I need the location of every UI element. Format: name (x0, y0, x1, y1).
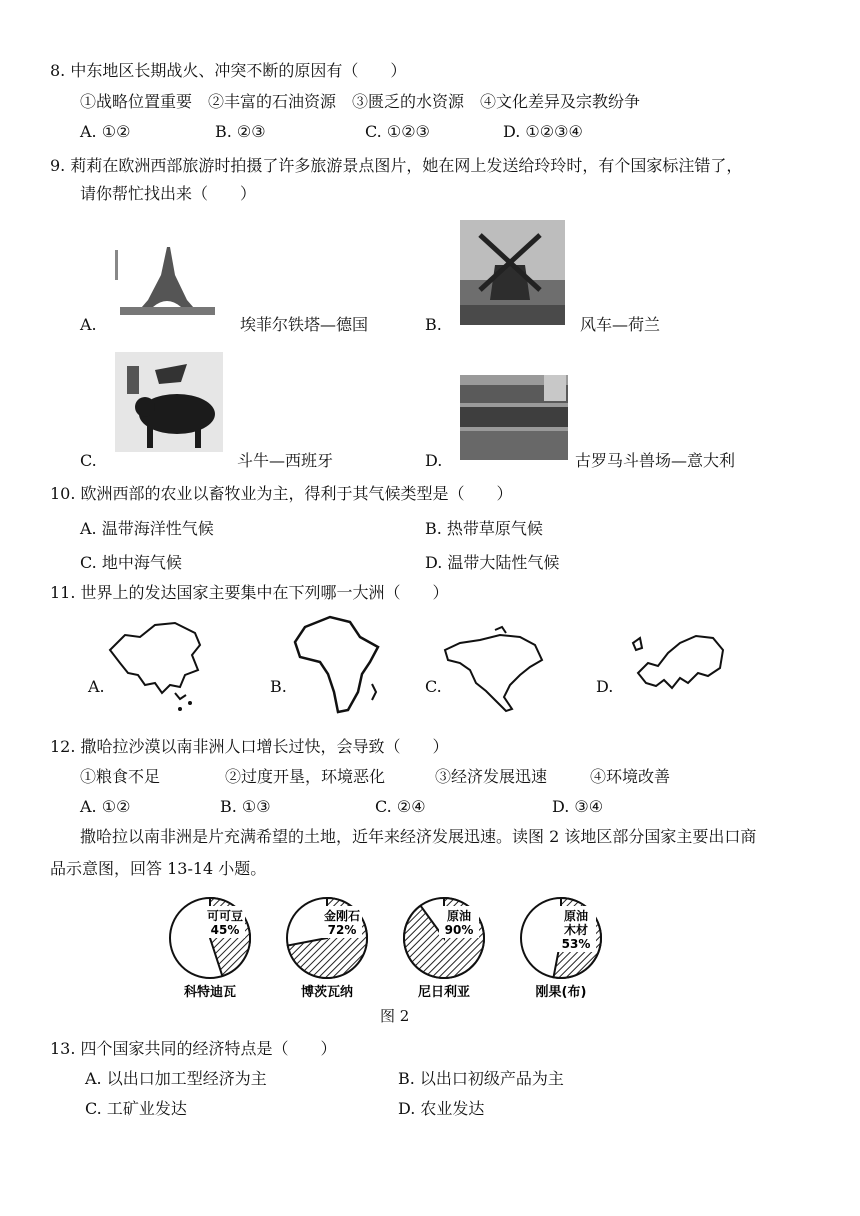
q10-option-a: A. 温带海洋性气候 (80, 519, 214, 538)
bullfight-photo (115, 352, 223, 452)
pie-product-label-1: 可可豆 (206, 909, 244, 923)
q12-stem: 12. 撒哈拉沙漠以南非洲人口增长过快，会导致（ ） (50, 737, 449, 756)
q10-option-b: B. 热带草原气候 (425, 519, 543, 538)
africa-map-icon (290, 612, 385, 717)
north-america-map-icon (440, 625, 550, 715)
q13-option-c: C. 工矿业发达 (85, 1099, 187, 1118)
q9-stem-line2: 请你帮忙找出来（ ） (80, 184, 257, 203)
pie-country-label-4: 刚果(布) (535, 985, 587, 1000)
q8-option-d: D. ①②③④ (503, 122, 583, 141)
eiffel-tower-photo (115, 245, 220, 315)
q13-option-b: B. 以出口初级产品为主 (398, 1069, 564, 1088)
q9-option-b-letter: B. (425, 315, 442, 334)
pie-percent-label-1: 45% (210, 923, 240, 937)
q9-option-c-caption: 斗牛—西班牙 (237, 451, 334, 470)
q12-item-3: ③经济发展迅速 (435, 767, 548, 786)
q12-item-4: ④环境改善 (590, 767, 671, 786)
q9-option-b-caption: 风车—荷兰 (580, 315, 661, 334)
q13-option-a: A. 以出口加工型经济为主 (85, 1069, 267, 1088)
pie-product-label-4: 原油 (563, 909, 589, 923)
q9-option-a-caption: 埃菲尔铁塔—德国 (240, 315, 369, 334)
q12-item-2: ②过度开垦，环境恶化 (225, 767, 386, 786)
passage-line-1: 撒哈拉以南非洲是片充满希望的土地，近年来经济发展迅速。读图 2 该地区部分国家主要出口商 (80, 827, 757, 846)
pie-product-label-4: 木材 (563, 923, 589, 937)
colosseum-photo (460, 375, 568, 460)
q9-option-d-caption: 古罗马斗兽场—意大利 (575, 451, 736, 470)
q11-option-b: B. (270, 677, 287, 696)
export-pie-figure (160, 888, 620, 1008)
q9-option-d-letter: D. (425, 451, 443, 470)
pie-country-label-3: 尼日利亚 (417, 985, 471, 1000)
q9-stem-line1: 9. 莉莉在欧洲西部旅游时拍摄了许多旅游景点图片，她在网上发送给玲玲时，有个国家标注错了， (50, 156, 743, 175)
q11-option-d: D. (596, 677, 614, 696)
pie-product-label-2: 金刚石 (323, 909, 361, 923)
q13-stem: 13. 四个国家共同的经济特点是（ ） (50, 1039, 337, 1058)
q8-option-a: A. ①② (80, 122, 131, 141)
windmill-photo (460, 220, 565, 325)
q12-option-d: D. ③④ (552, 797, 604, 816)
europe-map-icon (628, 628, 728, 698)
pie-percent-label-4: 53% (561, 937, 591, 951)
q12-option-c: C. ②④ (375, 797, 426, 816)
q12-item-1: ①粮食不足 (80, 767, 161, 786)
q8-stem: 8. 中东地区长期战火、冲突不断的原因有（ ） (50, 61, 407, 80)
q11-stem: 11. 世界上的发达国家主要集中在下列哪一大洲（ ） (50, 583, 449, 602)
pie-percent-label-3: 90% (444, 923, 474, 937)
q9-option-a-letter: A. (80, 315, 97, 334)
q8-option-b: B. ②③ (215, 122, 266, 141)
figure-caption: 图 2 (380, 1007, 410, 1025)
q8-items: ①战略位置重要 ②丰富的石油资源 ③匮乏的水资源 ④文化差异及宗教纷争 (80, 92, 641, 111)
pie-product-label-3: 原油 (446, 909, 472, 923)
q9-option-c-letter: C. (80, 451, 97, 470)
q8-option-c: C. ①②③ (365, 122, 430, 141)
q11-option-c: C. (425, 677, 442, 696)
pie-country-label-2: 博茨瓦纳 (300, 985, 354, 1000)
q10-stem: 10. 欧洲西部的农业以畜牧业为主，得利于其气候类型是（ ） (50, 484, 513, 503)
q12-option-a: A. ①② (80, 797, 131, 816)
pie-percent-label-2: 72% (327, 923, 357, 937)
q13-option-d: D. 农业发达 (398, 1099, 485, 1118)
asia-map-icon (100, 615, 210, 715)
q10-option-d: D. 温带大陆性气候 (425, 553, 560, 572)
passage-line-2: 品示意图，回答 13-14 小题。 (50, 859, 267, 878)
q12-option-b: B. ①③ (220, 797, 271, 816)
q11-option-a: A. (88, 677, 105, 696)
q10-option-c: C. 地中海气候 (80, 553, 182, 572)
pie-country-label-1: 科特迪瓦 (183, 985, 237, 1000)
